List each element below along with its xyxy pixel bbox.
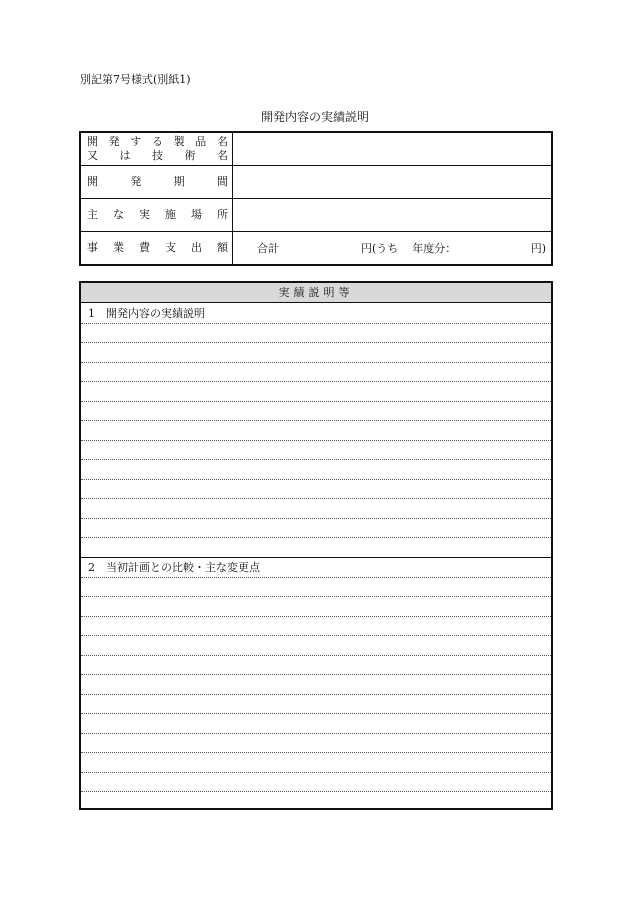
section1-title: 1 開発内容の実績説明 — [88, 307, 205, 320]
page-title: 開発内容の実績説明 — [260, 110, 369, 124]
product-name-field[interactable] — [233, 132, 553, 166]
rule-line — [81, 752, 551, 753]
char: は — [119, 149, 131, 162]
label-product-name — [80, 132, 233, 166]
char: す — [130, 135, 142, 148]
row-period — [80, 166, 552, 199]
label-expense — [80, 232, 233, 266]
label-period — [80, 166, 233, 199]
char: 場 — [191, 208, 202, 221]
row-product-name — [80, 132, 552, 166]
char: 業 — [113, 241, 124, 254]
row-location — [80, 199, 552, 232]
char: 製 — [173, 135, 185, 148]
char: 実 — [139, 208, 150, 221]
form-number-label: 別記第7号様式(別紙1) — [80, 73, 191, 86]
expense-field[interactable] — [233, 232, 553, 266]
char: 費 — [139, 241, 150, 254]
rule-line — [81, 596, 551, 597]
char: な — [113, 208, 124, 221]
period-field[interactable] — [233, 166, 553, 199]
rule-line — [81, 342, 551, 343]
section2-title: 2 当初計画との比較・主な変更点 — [88, 561, 260, 574]
char: 発 — [108, 135, 120, 148]
rule-line — [81, 498, 551, 499]
rule-line — [81, 616, 551, 617]
char: 発 — [130, 175, 142, 188]
explanation-body[interactable] — [81, 303, 551, 808]
rule-line — [81, 655, 551, 656]
char: 開 — [87, 175, 98, 188]
section-divider — [81, 557, 551, 558]
rule-line — [81, 323, 551, 324]
rule-line — [81, 459, 551, 460]
yen-close-label: 円) — [530, 242, 546, 255]
rule-line — [81, 577, 551, 578]
info-table — [79, 131, 553, 266]
char: 出 — [191, 241, 202, 254]
rule-line — [81, 674, 551, 675]
total-label: 合計 — [257, 242, 279, 255]
rule-line — [81, 694, 551, 695]
char: 技 — [152, 149, 163, 162]
explanation-header: 実績説明等 — [81, 283, 551, 303]
char: 主 — [87, 208, 98, 221]
char: 名 — [217, 149, 228, 162]
char: 名 — [216, 135, 228, 148]
rule-line — [81, 479, 551, 480]
rule-line — [81, 518, 551, 519]
char: 術 — [184, 149, 196, 162]
char: 間 — [216, 175, 228, 188]
rule-line — [81, 713, 551, 714]
rule-line — [81, 362, 551, 363]
row-expense — [80, 232, 552, 266]
rule-line — [81, 791, 551, 792]
explanation-box — [79, 281, 553, 810]
char: 所 — [217, 208, 228, 221]
rule-line — [81, 420, 551, 421]
char: 又 — [87, 149, 98, 162]
char: 期 — [173, 175, 185, 188]
char: 施 — [165, 208, 176, 221]
rule-line — [81, 635, 551, 636]
char: 事 — [87, 241, 98, 254]
label-location — [80, 199, 233, 232]
char: 品 — [195, 135, 207, 148]
rule-line — [81, 537, 551, 538]
rule-line — [81, 440, 551, 441]
char: る — [151, 135, 163, 148]
yen-uchi-label: 円(うち — [361, 242, 399, 255]
char: 額 — [217, 241, 228, 254]
rule-line — [81, 733, 551, 734]
location-field[interactable] — [233, 199, 553, 232]
rule-line — [81, 401, 551, 402]
rule-line — [81, 772, 551, 773]
char: 支 — [165, 241, 176, 254]
rule-line — [81, 381, 551, 382]
fiscal-year-label: 年度分： — [412, 242, 457, 255]
char: 開 — [87, 135, 98, 148]
